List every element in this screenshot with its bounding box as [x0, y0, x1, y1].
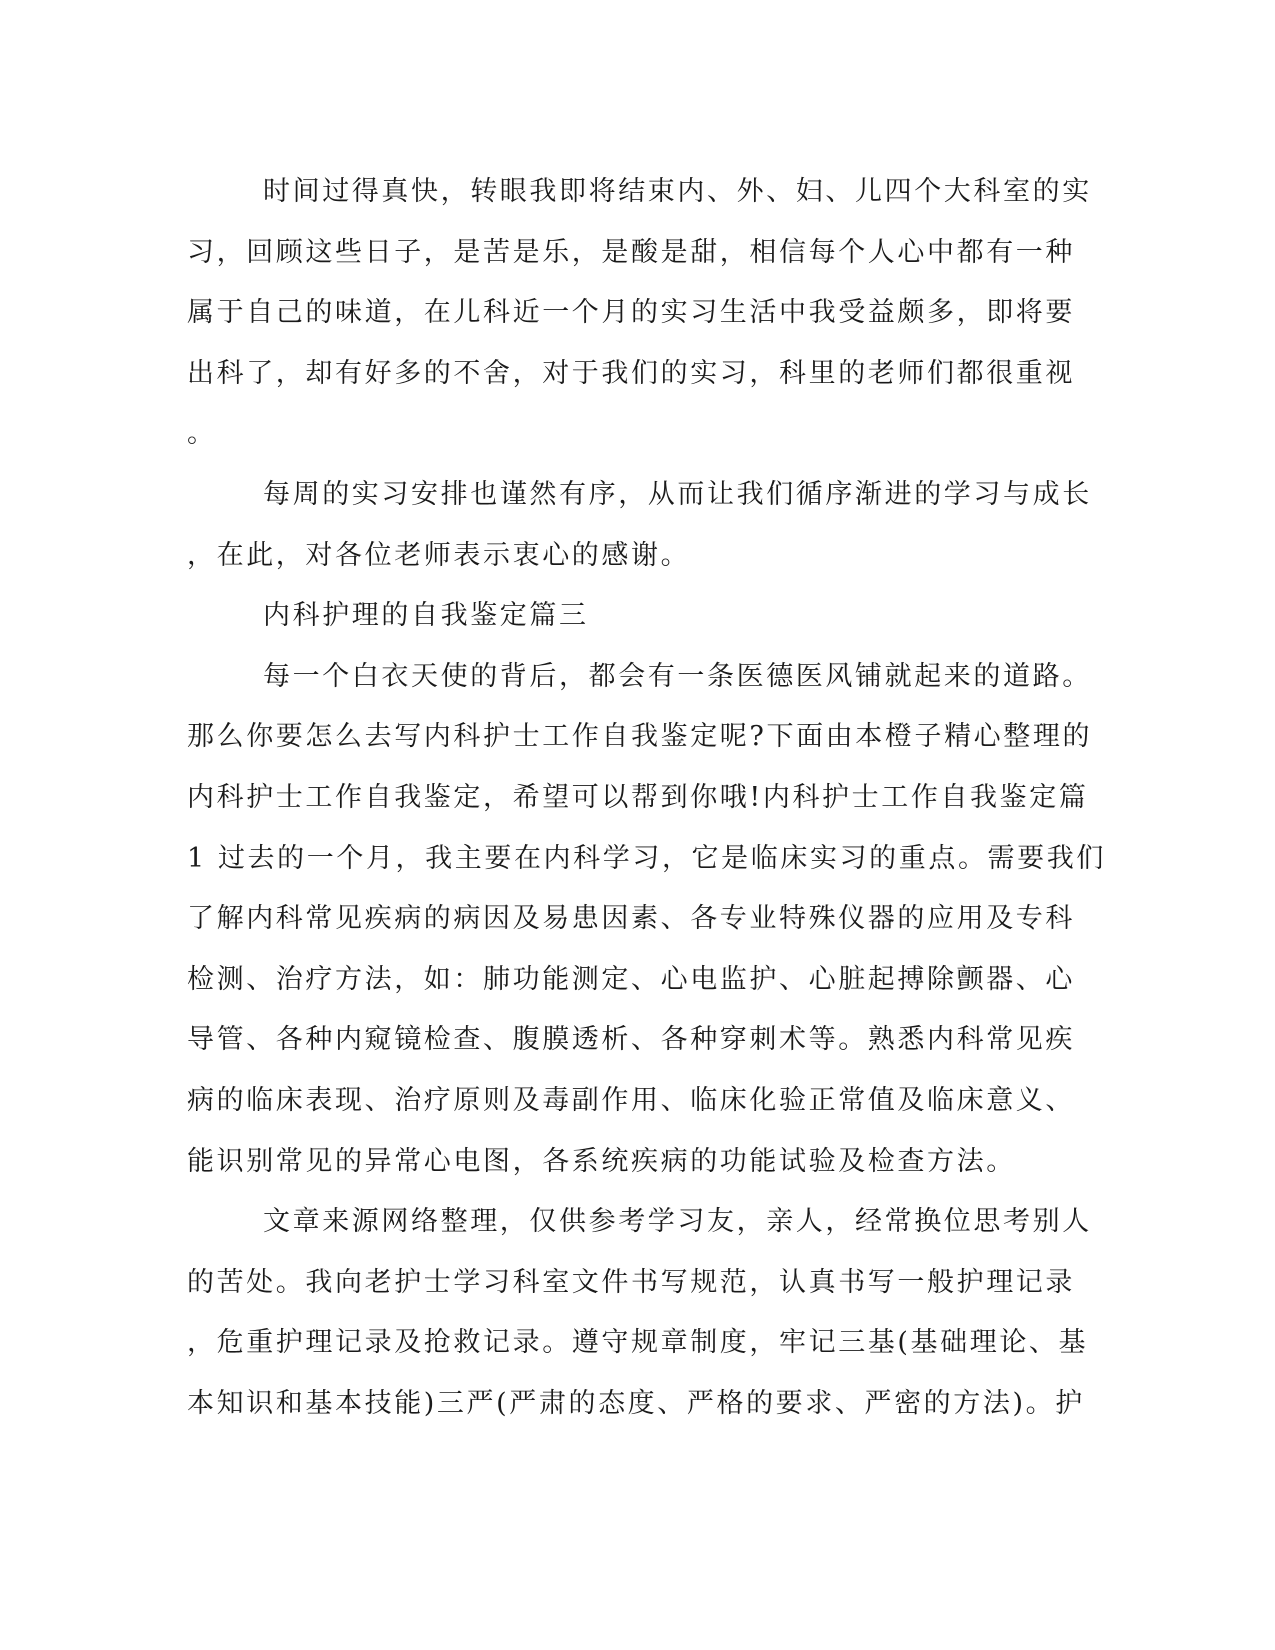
paragraph-2-line-2: ，在此，对各位老师表示衷心的感谢。: [187, 539, 691, 571]
paragraph-3-line-9: 能识别常见的异常心电图，各系统疾病的功能试验及检查方法。: [187, 1145, 1016, 1177]
paragraph-3-line-1: 每一个白衣天使的背后，都会有一条医德医风铺就起来的道路。: [263, 660, 1092, 692]
document-body: [187, 162, 1106, 1434]
paragraph-3-line-7: 导管、各种内窥镜检查、腹膜透析、各种穿刺术等。熟悉内科常见疾: [187, 1024, 1075, 1056]
paragraph-3-line-8: 病的临床表现、治疗原则及毒副作用、临床化验正常值及临床意义、: [187, 1084, 1075, 1116]
paragraph-1-line-4: 出科了，却有好多的不舍，对于我们的实习，科里的老师们都很重视: [187, 357, 1075, 389]
paragraph-1-line-5: 。: [187, 418, 217, 450]
paragraph-3-line-4: 1 过去的一个月，我主要在内科学习，它是临床实习的重点。需要我们: [187, 842, 1106, 874]
paragraph-4-line-2: 的苦处。我向老护士学习科室文件书写规范，认真书写一般护理记录: [187, 1266, 1075, 1298]
paragraph-3-line-5: 了解内科常见疾病的病因及易患因素、各专业特殊仪器的应用及专科: [187, 903, 1075, 935]
paragraph-3-line-6: 检测、治疗方法，如：肺功能测定、心电监护、心脏起搏除颤器、心: [187, 963, 1075, 995]
paragraph-3-line-2: 那么你要怎么去写内科护士工作自我鉴定呢?下面由本橙子精心整理的: [187, 721, 1093, 753]
paragraph-1-line-1: 时间过得真快，转眼我即将结束内、外、妇、儿四个大科室的实: [263, 176, 1092, 207]
paragraph-4-line-3: ，危重护理记录及抢救记录。遵守规章制度，牢记三基(基础理论、基: [187, 1327, 1089, 1359]
paragraph-4-line-4: 本知识和基本技能)三严(严肃的态度、严格的要求、严密的方法)。护: [187, 1387, 1085, 1419]
paragraph-3-line-3: 内科护士工作自我鉴定，希望可以帮到你哦!内科护士工作自我鉴定篇: [187, 781, 1089, 813]
section-heading: 内科护理的自我鉴定篇三: [263, 600, 589, 632]
paragraph-1-line-3: 属于自己的味道，在儿科近一个月的实习生活中我受益颇多，即将要: [187, 297, 1075, 329]
paragraph-1-line-2: 习，回顾这些日子，是苦是乐，是酸是甜，相信每个人心中都有一种: [187, 236, 1075, 268]
paragraph-4-line-1: 文章来源网络整理，仅供参考学习友，亲人，经常换位思考别人: [263, 1206, 1092, 1238]
paragraph-2-line-1: 每周的实习安排也谨然有序，从而让我们循序渐进的学习与成长: [263, 478, 1092, 510]
